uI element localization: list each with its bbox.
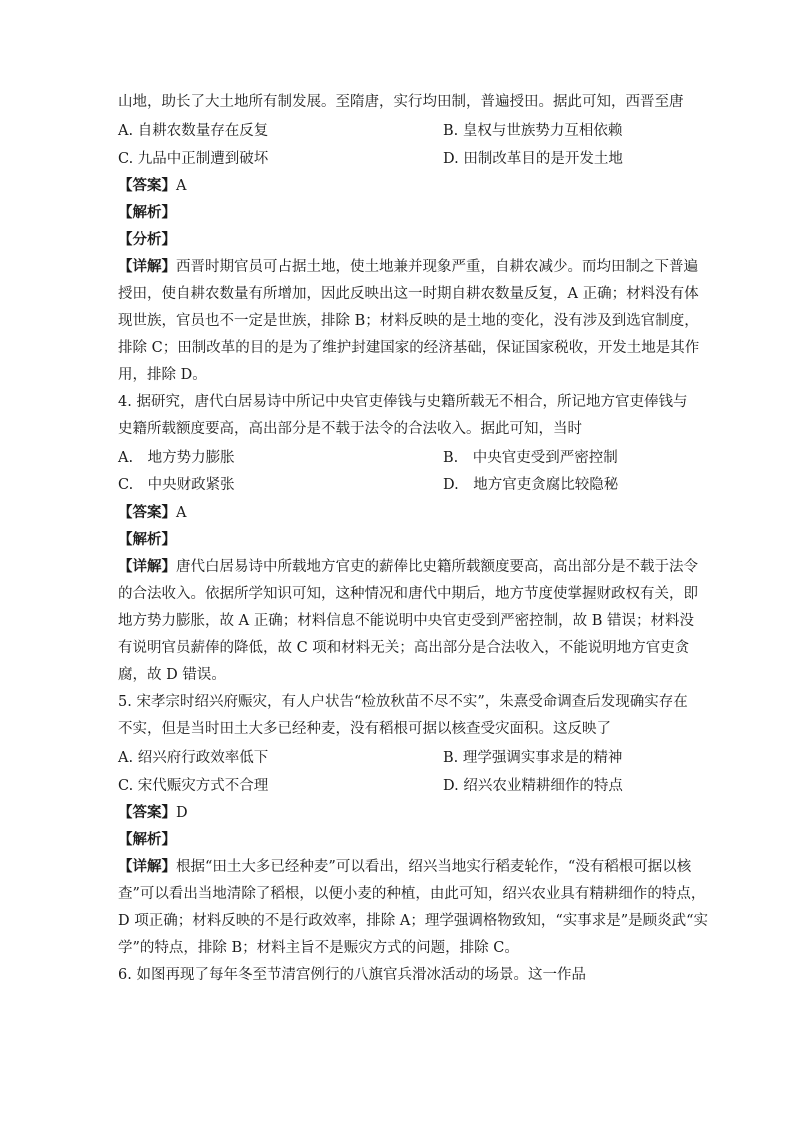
q3-analysis-label: 【解析】	[118, 204, 176, 221]
q5-stem-line: 不实，但是当时田土大多已经种麦，没有稻根可据以核查受灾面积。这反映了	[118, 721, 611, 737]
q5-option-c: C. 宋代赈灾方式不合理	[118, 778, 269, 794]
q5-answer: 【答案】D	[118, 804, 188, 821]
q3-detail-line: 用，排除 D。	[118, 367, 207, 383]
q3-stem: 山地，助长了大土地所有制发展。至隋唐，实行均田制，普遍授田。据此可知，西晋至唐	[118, 94, 684, 110]
q4-option-c: C. 中央财政紧张	[118, 477, 235, 493]
q4-detail-line: 地方势力膨胀，故 A 正确；材料信息不能说明中央官吏受到严密控制，故 B 错误；材料没	[118, 613, 695, 629]
q4-option-d: D. 地方官吏贪腐比较隐秘	[443, 477, 619, 493]
q4-stem-line: 4. 据研究，唐代白居易诗中所记中央官吏俸钱与史籍所载无不相合，所记地方官吏俸钱与	[118, 394, 688, 410]
q6-stem: 6. 如图再现了每年冬至节清宫例行的八旗官兵滑冰活动的场景。这一作品	[118, 967, 586, 983]
q3-answer	[118, 176, 186, 196]
q3-option-b: B. 皇权与世族势力互相依赖	[443, 123, 623, 139]
answer-label: 【答案】	[118, 177, 176, 194]
q5-detail-line: D 项正确；材料反映的不是行政效率，排除 A；理学强调格物致知，“实事求是”是顾炎武“实	[118, 913, 709, 929]
q3-option-d: D. 田制改革目的是开发土地	[443, 151, 623, 167]
q5-option-b: B. 理学强调实事求是的精神	[443, 750, 623, 766]
q4-detail-line: 的合法收入。依据所学知识可知，这种情况和唐代中期后，地方节度使掌握财政权有关，即	[118, 586, 698, 602]
answer-value: A	[176, 178, 187, 194]
q3-detail-line: 授田，使自耕农数量有所增加，因此反映出这一时期自耕农数量反复，A 正确；材料没有体	[118, 286, 699, 302]
q3-option-a: A. 自耕农数量存在反复	[118, 123, 269, 139]
q3-detail-line: 排除 C；田制改革的目的是为了维护封建国家的经济基础，保证国家税收，开发土地是其作	[118, 340, 700, 356]
q4-analysis-label: 【解析】	[118, 531, 176, 548]
q5-detail-line: 查”可以看出当地清除了稻根，以便小麦的种植，由此可知，绍兴农业具有精耕细作的特点，	[118, 886, 706, 902]
q5-analysis-label: 【解析】	[118, 831, 176, 848]
q3-option-c: C. 九品中正制遭到破坏	[118, 151, 269, 167]
q4-answer: 【答案】A	[118, 504, 187, 521]
q5-option-d: D. 绍兴农业精耕细作的特点	[443, 778, 623, 794]
q5-detail-line: 【详解】根据“田土大多已经种麦”可以看出，绍兴当地实行稻麦轮作，“没有稻根可据以核	[118, 858, 692, 875]
q3-detail-line: 【详解】西晋时期官员可占据土地，使土地兼并现象严重，自耕农减少。而均田制之下普遍	[118, 258, 698, 275]
q4-option-a: A. 地方势力膨胀	[118, 450, 235, 466]
q5-detail-line: 学”的特点，排除 B；材料主旨不是赈灾方式的问题，排除 C。	[118, 940, 519, 956]
q3-detail-line: 现世族，官员也不一定是世族，排除 B；材料反映的是土地的变化，没有涉及到选官制度，	[118, 313, 699, 329]
q3-fenxi-label: 【分析】	[118, 231, 176, 248]
detail-label: 【详解】	[118, 258, 176, 275]
q4-option-b: B. 中央官吏受到严密控制	[443, 450, 618, 466]
q5-option-a: A. 绍兴府行政效率低下	[118, 750, 269, 766]
q4-detail-line: 【详解】唐代白居易诗中所载地方官吏的薪俸比史籍所载额度要高，高出部分是不载于法令	[118, 558, 698, 575]
q4-stem-line: 史籍所载额度要高，高出部分是不载于法令的合法收入。据此可知，当时	[118, 421, 582, 437]
q4-detail-line: 有说明官员薪俸的降低，故 C 项和材料无关；高出部分是合法收入，不能说明地方官吏贪	[118, 640, 690, 656]
q4-detail-line: 腐，故 D 错误。	[118, 667, 226, 683]
q5-stem-line: 5. 宋孝宗时绍兴府赈灾，有人户状告“检放秋苗不尽不实”，朱熹受命调查后发现确实存在	[118, 694, 688, 710]
